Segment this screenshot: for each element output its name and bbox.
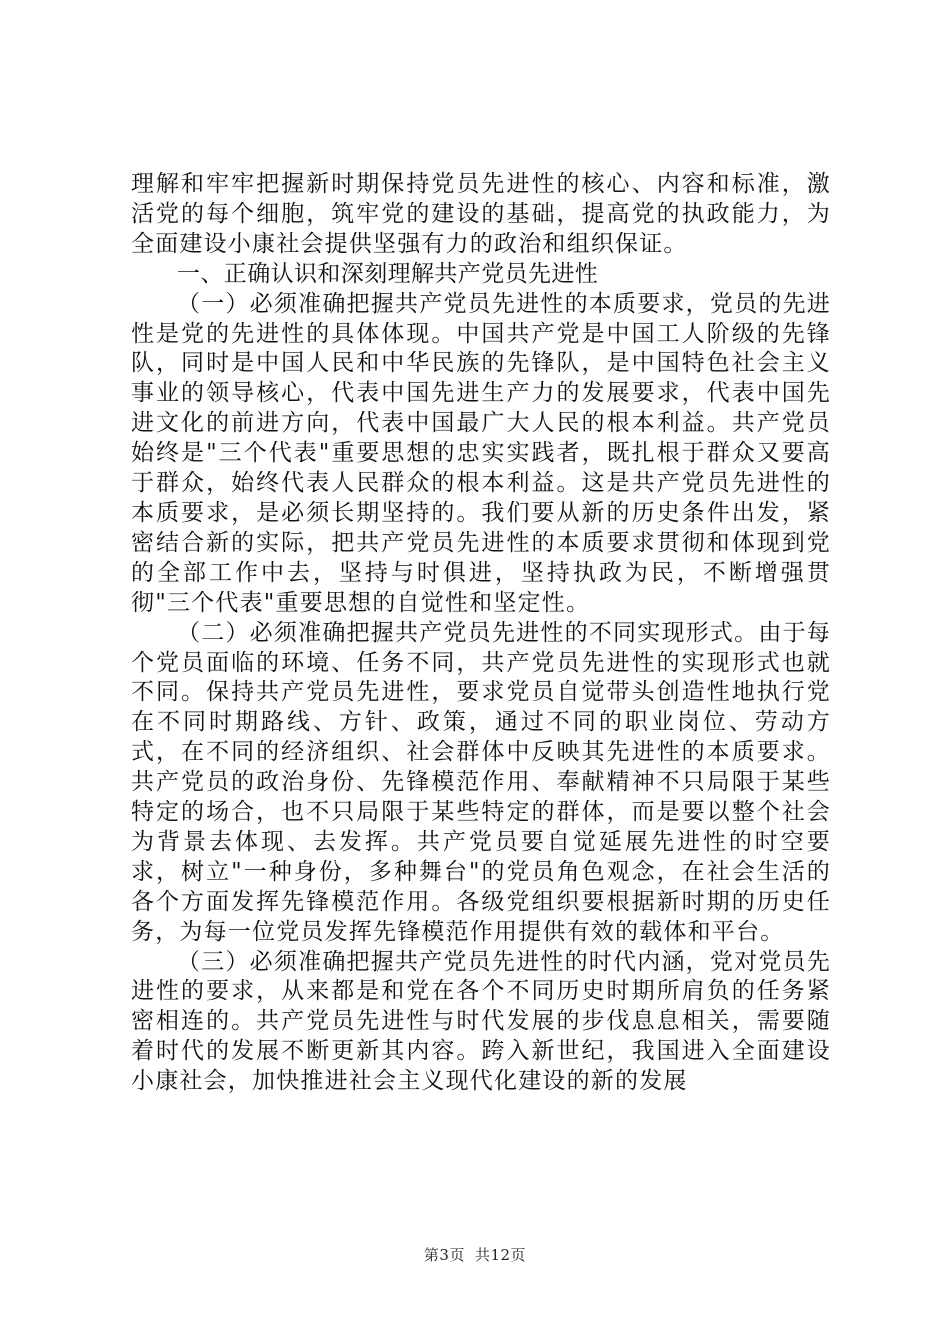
page-total: 共12页 bbox=[474, 1246, 527, 1264]
page-footer bbox=[0, 1244, 950, 1265]
paragraph-one: （一）必须准确把握共产党员先进性的本质要求，党员的先进性是党的先进性的具体体现。中国共产党是中国工人阶级的先锋队，同时是中国人民和中华民族的先锋队，是中国特色社会主义事业的领导核心，代表中国先进生产力的发展要求，代表中国先进文化的前进方向，代表中国最广大人民的根本利益。共产党员始终是"三个代表"重要思想的忠实实践者，既扎根于群众又要高于群众，始终代表人民群众的根本利益。这是共产党员先进性的本质要求，是必须长期坚持的。我们要从新的历史条件出发，紧密结合新的实际，把共产党员先进性的本质要求贯彻和体现到党的全部工作中去，坚持与时俱进，坚持执政为民，不断增强贯彻"三个代表"重要思想的自觉性和坚定性。 bbox=[131, 290, 831, 616]
paragraph-three: （三）必须准确把握共产党员先进性的时代内涵，党对党员先进性的要求，从来都是和党在各个不同历史时期所肩负的任务紧密相连的。共产党员先进性与时代发展的步伐息息相关，需要随着时代的发展不断更新其内容。跨入新世纪，我国进入全面建设小康社会，加快推进社会主义现代化建设的新的发展 bbox=[131, 948, 831, 1095]
page-number: 第3页 bbox=[423, 1246, 465, 1264]
document-body bbox=[131, 170, 831, 1097]
section-heading: 一、正确认识和深刻理解共产党员先进性 bbox=[177, 260, 599, 287]
paragraph-intro: 理解和牢牢把握新时期保持党员先进性的核心、内容和标准，激活党的每个细胞，筑牢党的建设的基础，提高党的执政能力，为全面建设小康社会提供坚强有力的政治和组织保证。 bbox=[131, 171, 831, 257]
paragraph-two: （二）必须准确把握共产党员先进性的不同实现形式。由于每个党员面临的环境、任务不同，共产党员先进性的实现形式也就不同。保持共产党员先进性，要求党员自觉带头创造性地执行党在不同时期路线、方针、政策，通过不同的职业岗位、劳动方式，在不同的经济组织、社会群体中反映其先进性的本质要求。共产党员的政治身份、先锋模范作用、奉献精神不只局限于某些特定的场合，也不只局限于某些特定的群体，而是要以整个社会为背景去体现、去发挥。共产党员要自觉延展先进性的时空要求，树立"一种身份，多种舞台"的党员角色观念，在社会生活的各个方面发挥先锋模范作用。各级党组织要根据新时期的历史任务，为每一位党员发挥先锋模范作用提供有效的载体和平台。 bbox=[131, 619, 831, 945]
